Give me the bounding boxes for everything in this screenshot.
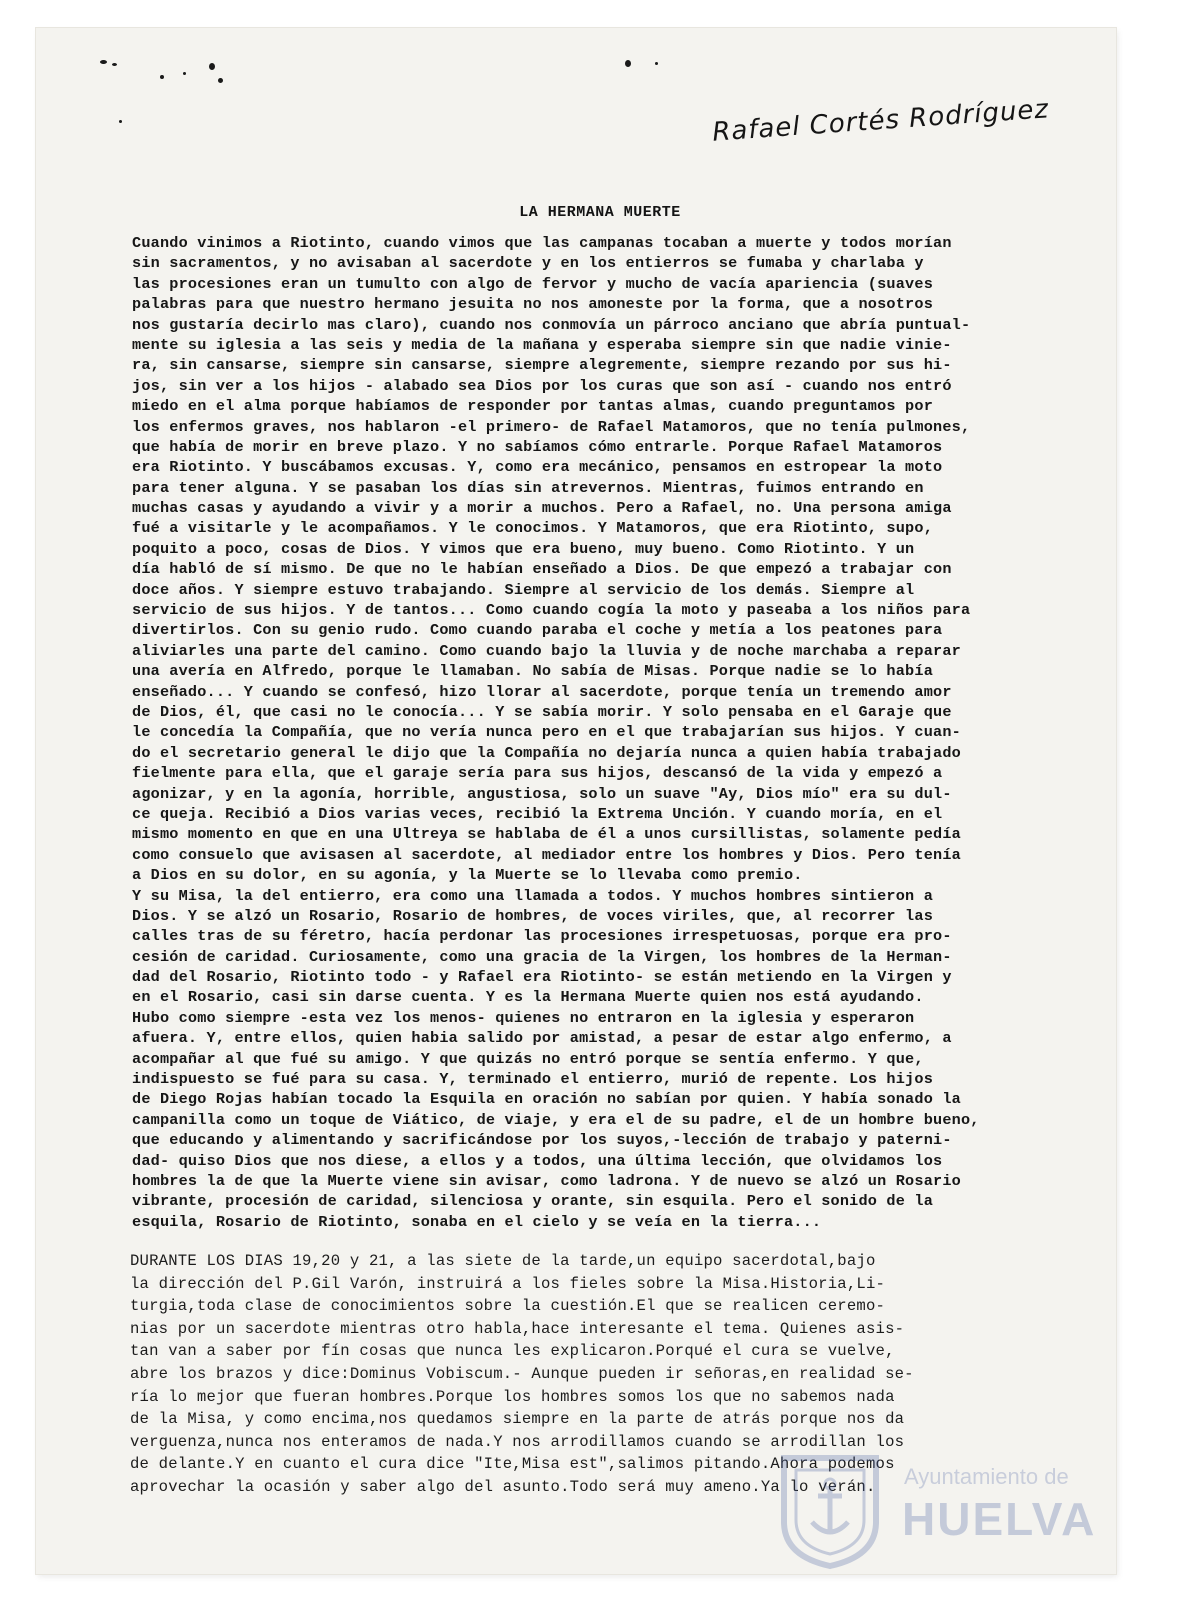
body-text-line: esquila, Rosario de Riotinto, sonaba en el cielo y se veía en la tierra...: [132, 1212, 822, 1231]
body-text-line: para tener alguna. Y se pasaban los días sin atrevernos. Mientras, fuimos entrando en: [132, 478, 924, 497]
body-text-line: mismo momento en que en una Ultreya se hablaba de él a unos cursillistas, solamente pedía: [132, 825, 961, 844]
body-text-line: jos, sin ver a los hijos - alabado sea Dios por los curas que son así - cuando nos entró: [132, 376, 952, 395]
body-text-line: miedo en el alma porque habíamos de responder por tantas almas, cuando preguntamos por: [132, 397, 934, 416]
notice-text-line: de la Misa, y como encima,nos quedamos siempre en la parte de atrás porque nos da: [130, 1410, 905, 1429]
body-text-line: doce años. Y siempre estuvo trabajando. Siempre al servicio de los demás. Siempre al: [132, 580, 915, 599]
body-text-line: calles tras de su féretro, hacía perdonar las procesiones irrespetuosas, porque era pro-: [132, 927, 952, 946]
scan-speck: [209, 63, 215, 70]
body-text-line: Hubo como siempre -esta vez los menos- quienes no entraron en la iglesia y esperaron: [132, 1008, 915, 1027]
notice-text-line: ría lo mejor que fueran hombres.Porque los hombres somos los que no sabemos nada: [130, 1387, 895, 1406]
scan-speck: [160, 75, 164, 79]
body-text-line: aliviarles una parte del camino. Como cuando bajo la lluvia y de noche marchaba a reparar: [132, 641, 961, 660]
body-text-line: ce queja. Recibió a Dios varias veces, recibió la Extrema Unción. Y cuando moría, en el: [132, 804, 943, 823]
notice-text-line: nias por un sacerdote mientras otro habla,hace interesante el tema. Quienes asis-: [130, 1319, 905, 1338]
notice-text-line: la dirección del P.Gil Varón, instruirá a los fieles sobre la Misa.Historia,Li-: [130, 1274, 886, 1293]
body-text-line: poquito a poco, cosas de Dios. Y vimos que era bueno, muy bueno. Como Riotinto. Y un: [132, 539, 915, 558]
body-text-line: Cuando vinimos a Riotinto, cuando vimos que las campanas tocaban a muerte y todos morían: [132, 234, 952, 252]
body-text-line: de Dios, él, que casi no le conocía... Y se sabía morir. Y solo pensaba en el Garaje que: [132, 702, 952, 721]
scan-speck: [625, 60, 631, 67]
body-text-line: en el Rosario, casi sin darse cuenta. Y es la Hermana Muerte quien nos está ayudando.: [132, 988, 924, 1007]
scan-speck: [100, 60, 107, 64]
body-text-line: fué a visitarle y le acompañamos. Y le conocimos. Y Matamoros, que era Riotinto, supo,: [132, 519, 934, 538]
body-text-line: divertirlos. Con su genio rudo. Como cuando paraba el coche y metía a los peatones para: [132, 621, 943, 640]
article-body: [132, 233, 1092, 1232]
notice-text-line: abre los brazos y dice:Dominus Vobiscum.- Aunque pueden ir señoras,en realidad se-: [130, 1364, 914, 1383]
scan-speck: [183, 72, 186, 75]
document-title: LA HERMANA MUERTE: [519, 204, 681, 221]
body-text-line: servicio de sus hijos. Y de tantos... Como cuando cogía la moto y paseaba a los niños para: [132, 601, 971, 620]
scan-speck: [112, 63, 117, 66]
body-text-line: una avería en Alfredo, porque le llamaban. No sabía de Misas. Porque nadie se lo había: [132, 662, 934, 681]
body-text-line: sin sacramentos, y no avisaban al sacerdote y en los entierros se fumaba y charlaba y: [132, 254, 924, 273]
body-text-line: cesión de caridad. Curiosamente, como una gracia de la Virgen, los hombres de la Herman-: [132, 947, 952, 966]
scan-speck: [119, 120, 122, 123]
city-seal-icon: [778, 1452, 882, 1570]
body-text-line: las procesiones eran un tumulto con algo de fervor y mucho de vacía apariencia (suaves: [132, 274, 934, 293]
body-text-line: campanilla como un toque de Viático, de viaje, y era el de su padre, el de un hombre bueno,: [132, 1110, 980, 1129]
watermark-top-text: Ayuntamiento de: [904, 1464, 1069, 1489]
body-text-line: de Diego Rojas habían tocado la Esquila en oración no sabían por quien. Y había sonado la: [132, 1090, 961, 1109]
body-text-line: do el secretario general le dijo que la Compañía no dejaría nunca a quien había trabajado: [132, 743, 961, 762]
notice-text-line: aprovechar la ocasión y saber algo del asunto.Todo será muy ameno.Ya lo verán.: [130, 1477, 876, 1496]
body-text-line: dad del Rosario, Riotinto todo - y Rafael era Riotinto- se están metiendo en la Virgen y: [132, 968, 952, 987]
body-text-line: como consuelo que avisasen al sacerdote, al mediador entre los hombres y Dios. Pero tenía: [132, 845, 961, 864]
body-text-line: Y su Misa, la del entierro, era como una llamada a todos. Y muchos hombres sintieron a: [132, 886, 934, 905]
huelva-watermark: [778, 1452, 1108, 1582]
body-text-line: a Dios en su dolor, en su agonía, y la Muerte se lo llevaba como premio.: [132, 866, 803, 885]
body-text-line: nos gustaría decirlo mas claro), cuando nos conmovía un párroco anciano que abría puntual-: [132, 315, 971, 334]
handwritten-signature: Rafael Cortés Rodríguez: [711, 94, 1050, 148]
body-text-line: que educando y alimentando y sacrificándose por los suyos,-lección de trabajo y paterni-: [132, 1131, 952, 1150]
body-text-line: dad- quiso Dios que nos diese, a ellos y a todos, una última lección, que olvidamos los: [132, 1151, 943, 1170]
body-text-line: indispuesto se fué para su casa. Y, terminado el entierro, murió de repente. Los hijos: [132, 1070, 934, 1089]
body-text-line: hombres la de que la Muerte viene sin avisar, como ladrona. Y de nuevo se alzó un Rosario: [132, 1171, 961, 1190]
notice-text-line: turgia,toda clase de conocimientos sobre la cuestión.El que se realicen ceremo-: [130, 1297, 886, 1316]
notice-text-line: tan van a saber por fín cosas que nunca les explicaron.Porqué el cura se vuelve,: [130, 1342, 895, 1361]
body-text-line: acompañar al que fué su amigo. Y que quizás no entró porque se sentía enfermo. Y que,: [132, 1049, 924, 1068]
body-text-line: muchas casas y ayudando a vivir y a morir a muchos. Pero a Rafael, no. Una persona amiga: [132, 499, 952, 518]
notice-text-line: DURANTE LOS DIAS 19,20 y 21, a las siete de la tarde,un equipo sacerdotal,bajo: [130, 1252, 876, 1270]
body-text-line: fielmente para ella, que el garaje sería para sus hijos, descansó de la vida y empezó a: [132, 764, 943, 783]
notice-text-line: verguenza,nunca nos enteramos de nada.Y nos arrodillamos cuando se arrodillan los: [130, 1432, 905, 1451]
body-text-line: los enfermos graves, nos hablaron -el primero- de Rafael Matamoros, que no tenía pulmones,: [132, 417, 971, 436]
body-text-line: ra, sin cansarse, siempre sin cansarse, siempre alegremente, siempre rezando por sus hi-: [132, 356, 952, 375]
body-text-line: afuera. Y, entre ellos, quien habia salido por amistad, a pesar de estar algo enfermo, a: [132, 1029, 952, 1048]
notice-text-line: de delante.Y en cuanto el cura dice "Ite,Misa est",salimos pitando.Ahora podemos: [130, 1455, 895, 1474]
body-text-line: que había de morir en breve plazo. Y no sabíamos cómo entrarle. Porque Rafael Matamoros: [132, 437, 943, 456]
body-text-line: era Riotinto. Y buscábamos excusas. Y, como era mecánico, pensamos en estropear la moto: [132, 458, 943, 477]
scan-speck: [655, 62, 658, 65]
body-text-line: vibrante, procesión de caridad, silenciosa y orante, sin esquila. Pero el sonido de la: [132, 1192, 934, 1211]
watermark-main-text: HUELVA: [902, 1493, 1097, 1545]
body-text-line: le concedía la Compañía, que no vería nunca pero en el que trabajarían sus hijos. Y cuan-: [132, 723, 961, 742]
body-text-line: mente su iglesia a las seis y media de la mañana y esperaba siempre sin que nadie vinie-: [132, 335, 952, 354]
body-text-line: día habló de sí mismo. De que no le habían enseñado a Dios. De que empezó a trabajar con: [132, 560, 952, 579]
body-text-line: palabras para que nuestro hermano jesuita no nos amoneste por la forma, que a nosotros: [132, 295, 934, 314]
scan-speck: [218, 78, 223, 83]
body-text-line: agonizar, y en la agonía, horrible, angustiosa, solo un suave "Ay, Dios mío" era su dul-: [132, 784, 952, 803]
body-text-line: enseñado... Y cuando se confesó, hizo llorar al sacerdote, porque tenía un tremendo amor: [132, 682, 952, 701]
body-text-line: Dios. Y se alzó un Rosario, Rosario de hombres, de voces viriles, que, al recorrer las: [132, 906, 934, 925]
